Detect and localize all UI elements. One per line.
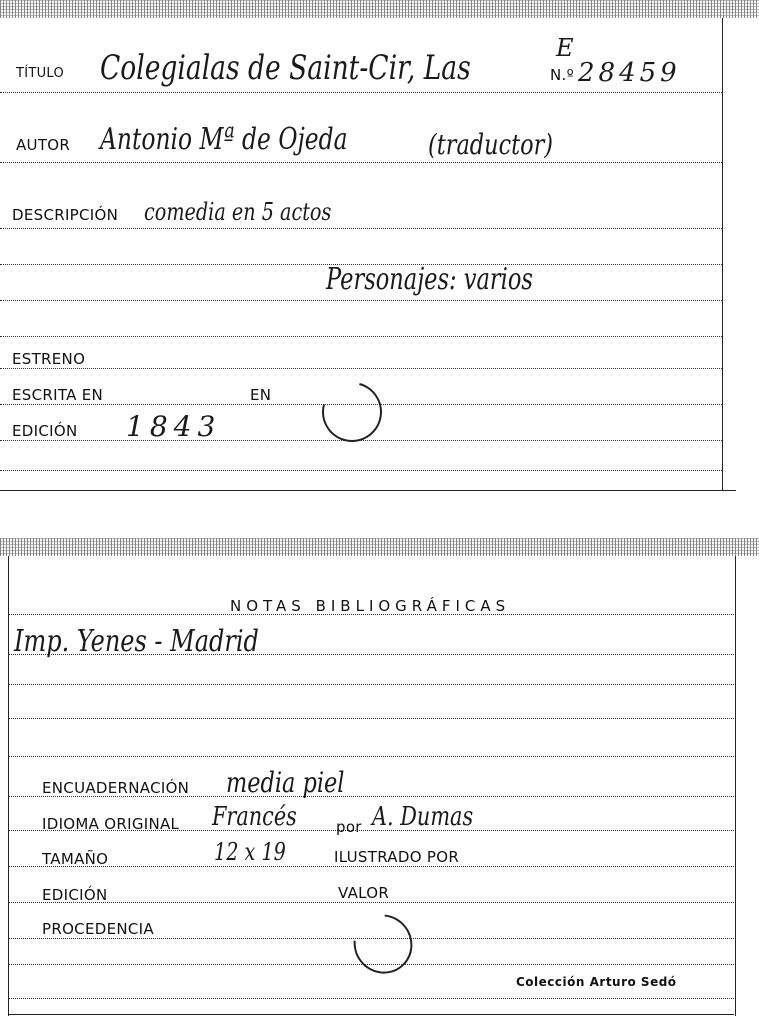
estreno-label: ESTRENO [12, 350, 86, 368]
personajes-value: Personajes: varios [326, 262, 533, 297]
card-bottom-edge [8, 1014, 734, 1015]
encuadernacion-label: ENCUADERNACIÓN [42, 779, 190, 797]
idioma-label: IDIOMA ORIGINAL [42, 815, 180, 833]
edicion-value: 1843 [126, 410, 222, 443]
rule-line [8, 866, 734, 867]
rule-line [0, 470, 722, 471]
autor-role: (traductor) [428, 128, 554, 161]
ilustrado-label: ILUSTRADO POR [334, 848, 460, 866]
rule-line [0, 368, 722, 369]
valor-label: VALOR [338, 884, 390, 902]
edicion-label: EDICIÓN [12, 422, 78, 440]
idioma-value: Francés [212, 802, 297, 832]
escrita-en-label: ESCRITA EN [12, 386, 104, 404]
por-value: A. Dumas [372, 802, 474, 832]
front-card-top-edge [0, 0, 759, 18]
edicion-back-label: EDICIÓN [42, 886, 108, 904]
en-label: EN [250, 386, 272, 404]
descripcion-label: DESCRIPCIÓN [12, 206, 119, 224]
rule-line [8, 614, 734, 615]
numero-prefix: E [556, 34, 574, 62]
por-label: por [336, 818, 362, 836]
rule-line [8, 902, 734, 903]
tamano-label: TAMAÑO [42, 850, 109, 868]
card-bottom-edge [0, 490, 736, 491]
rule-line [0, 300, 722, 301]
rule-line [8, 756, 734, 757]
titulo-value: Colegialas de Saint-Cir, Las [100, 48, 471, 88]
rule-line [0, 92, 722, 93]
back-card-top-edge [0, 538, 759, 556]
descripcion-value: comedia en 5 actos [144, 198, 332, 226]
rule-line [8, 718, 734, 719]
procedencia-label: PROCEDENCIA [42, 920, 154, 938]
tamano-value: 12 x 19 [214, 838, 286, 866]
rule-line [0, 228, 722, 229]
rule-line [0, 336, 722, 337]
notas-value: Imp. Yenes - Madrid [14, 624, 259, 659]
autor-label: AUTOR [16, 136, 71, 154]
notas-title: NOTAS BIBLIOGRÁFICAS [230, 597, 511, 615]
coleccion-label: Colección Arturo Sedó [516, 975, 677, 989]
rule-line [0, 162, 722, 163]
rule-line [8, 998, 734, 999]
rule-line [8, 654, 734, 655]
rule-line [8, 684, 734, 685]
numero-label: N.º [550, 66, 574, 84]
titulo-label: TÍTULO [16, 66, 65, 81]
autor-value: Antonio Mª de Ojeda [100, 122, 348, 157]
encuadernacion-value: media piel [226, 766, 345, 799]
numero-value: 28459 [578, 58, 681, 88]
